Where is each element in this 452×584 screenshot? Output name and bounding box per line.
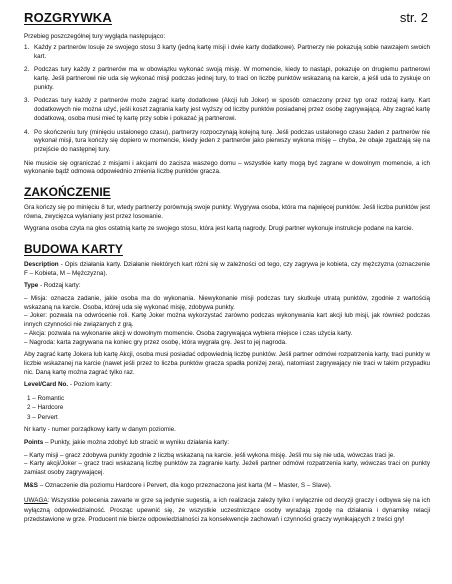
list-item: – Karty akcji/Joker – gracz traci wskazaną liczbę punktów za zagranie karty. Jeżeli partner odmówi rozpatrzenia karty, wówczas traci on punkty zamiast osoby zagrywającej. xyxy=(24,460,430,476)
rozgrywka-intro: Przebieg poszczególnej tury wygląda następująco: xyxy=(24,33,166,40)
card-number-paragraph: Nr karty - numer porządkowy karty w danym poziomie. xyxy=(24,426,176,434)
list-item: 1 – Romantic xyxy=(27,394,65,402)
description-paragraph xyxy=(24,261,430,278)
section-title-budowa-karty: BUDOWA KARTY xyxy=(24,242,123,256)
type-paragraph xyxy=(24,282,430,291)
step-text: Podczas tury każdy z partnerów może zagrać kartę dodatkowe (Akcji lub Joker) w sposób oznaczony przez typ oraz rodzaj karty. Kart dodatkowych nie można użyć, jeśli koszt zagrania karty jest wyższy od liczby punktów posiadanej przez osobę zagrywającą. Aby zagrać kartę dodatkową, osoba musi mieć tę kartę przy sobie i pokazać ją partnerowi. xyxy=(34,97,430,122)
zakonczenie-paragraph-1: Gra kończy się po minięciu 8 tur, wtedy partnerzy porównują swoje punkty. Wygrywa osoba, która ma najwięcej punktów. Jeśli liczba punktów jest równa, zwycięzca wyłaniany jest przez losowanie. xyxy=(24,203,430,220)
list-item: – Akcja: pozwala na wykonanie akcji w dowolnym momencie. Osoba zagrywająca wybiera miejsce i czas użycia karty. xyxy=(24,329,353,337)
list-item: – Nagroda: karta zagrywana na koniec gry przez osobę, która wygrała grę. Jest to jej nagroda. xyxy=(24,338,287,346)
step-text: Każdy z partnerów losuje ze swojego stosu 3 karty (jedną kartę misji i dwie karty dodatkowe). Partnerzy nie pokazują sobie nawzajem swoich kart. xyxy=(34,44,430,60)
list-item: – Joker: pozwala na odwrócenie roli. Kartę Joker można wykorzystać zarówno podczas wykonywania kart akcji lub misji, jak również podczas innych czynności nie związanych z grą. xyxy=(24,312,430,329)
points-list xyxy=(24,452,430,478)
level-paragraph xyxy=(24,381,430,390)
points-paragraph xyxy=(24,439,430,448)
section-title-zakonczenie: ZAKOŃCZENIE xyxy=(24,184,111,199)
points-label: Points xyxy=(24,438,44,446)
list-item: 2 – Hardcore xyxy=(27,404,64,412)
level-text: - Poziom karty: xyxy=(68,381,112,389)
description-label: Description xyxy=(24,261,59,268)
list-item: – Misja: oznacza zadanie, jakie osoba ma do wykonania. Niewykonanie misji podczas tury skutkuje utratą punktów, zgodnie z wartością wskazaną na karcie. Osoba, której uda się wykonać misję, zdobywa punkty. xyxy=(24,295,430,311)
zakonczenie-paragraph-2: Wygrana osoba czyta na głos ostatnią kartę ze swojego stosu, która jest kartą nagrody. Drugi partner wykonuje instrukcje podane na karcie. xyxy=(24,225,414,233)
list-item xyxy=(24,44,430,61)
list-item: 3 – Pervert xyxy=(27,413,58,421)
ms-text: – Oznaczenie dla poziomu Hardcore i Pervert, dla kogo przeznaczona jest karta (M – Master, S – Slave). xyxy=(38,481,332,489)
list-item: – Karty misji – gracz zdobywa punkty zgodnie z liczbą wskazaną na karcie. jeśli wykona misję. Jeśli mu się nie uda, wówczas traci je. xyxy=(24,451,395,459)
list-item xyxy=(24,97,430,123)
step-number: 2. xyxy=(24,66,30,74)
description-text: - Opis działania karty. Działanie niektórych kart różni się w zależności od tego, czy zagrywa je kobieta, czy mężczyzna (oznaczenie F – Kobieta, M – Mężczyzna). xyxy=(24,261,430,277)
list-item xyxy=(24,66,430,92)
section-title-rozgrywka: ROZGRYWKA xyxy=(24,10,112,25)
rozgrywka-note: Nie musicie się ograniczać z misjami i akcjami do zacisza waszego domu – wszystkie karty mogą być zagrane w dowolnym momencie, a ich wykonanie bądź odmowa odpowiednio zmienia liczbę punktów gracza. xyxy=(24,159,430,176)
warning-paragraph xyxy=(24,496,430,523)
warning-text: : Wszystkie polecenia zawarte w grze są jedynie sugestią, a ich realizacja zależy tylko i wyłącznie od decyzji graczy i odbywa się na ich wyłączną odpowiedzialność. Prosząc upewnić się, że wszystkie uczestniczące osoby wyrażają zgodę na działania i dynamikę relacji przedstawione w grze. Producent nie bierze odpowiedzialności za konsekwencje zachowań i czynności graczy wynikających z treści gry! xyxy=(24,497,430,523)
step-text: Podczas tury każdy z partnerów ma w obowiązku wykonać swoją misję. W momencie, kiedy to nastąpi, pokazuje on drugiemu partnerowi kartę. Jeśli partnerowi nie uda się wykonać misji podczas jednej tury, to traci on liczbę punktów wskazaną na karcie, a jeśli uda to zyskuje on punkty. xyxy=(34,66,430,91)
step-text: Po skończeniu tury (minięciu ustalonego czasu), partnerzy rozpoczynają kolejną turę. Jeśli podczas ustalonego czasu żaden z partnerów nie wykonał misji, tura kończy się dopiero w momencie, kiedy jeden z partnerów jako pierwszy wykona misję – chyba, że obaje zgadzają się na przejście do następnej tury. xyxy=(34,128,430,153)
step-number: 4. xyxy=(24,128,30,136)
step-number: 1. xyxy=(24,44,30,51)
type-list xyxy=(24,295,430,347)
ms-paragraph xyxy=(24,482,430,491)
type-text: - Rodzaj karty: xyxy=(38,282,81,290)
list-item xyxy=(24,129,430,155)
step-number: 3. xyxy=(24,97,30,105)
page-number: str. 2 xyxy=(399,10,428,25)
rozgrywka-steps xyxy=(24,44,430,155)
warning-label: UWAGA xyxy=(24,497,48,505)
type-label: Type xyxy=(24,282,39,290)
level-list xyxy=(24,394,430,422)
ms-label: M&S xyxy=(24,481,38,489)
level-label: Level/Card No. xyxy=(24,381,69,389)
joker-paragraph: Aby zagrać kartę Jokera lub kartę Akcji, osoba musi posiadać odpowiednią liczbę punktów. Jeśli partner odmówi rozpatrzenia karty, traci punkty w liczbie wskazanej na karcie (nawet jeśli przez to liczba punktów gracza spadła poniżej zera), natomiast zagrywający nie traci w takim przypadku nic. Daną kartę można zagrać tylko raz. xyxy=(24,351,430,376)
points-text: – Punkty, jakie można zdobyć lub stracić w wyniku działania karty: xyxy=(43,438,229,446)
